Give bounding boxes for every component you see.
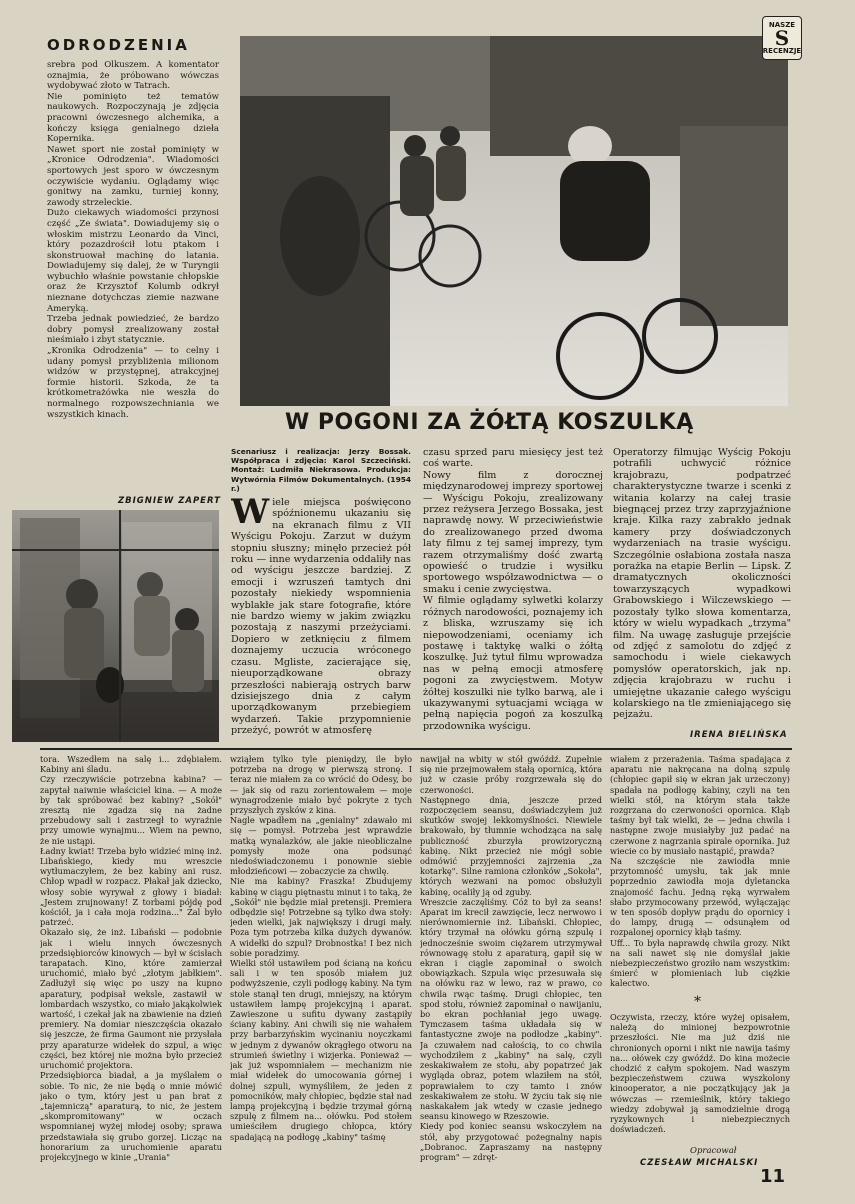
film-credits: Scenariusz i realizacja: Jerzy Bossak. Współpraca i zdjęcia: Karol Szczeciński. Montaż: Ludmiła Niekrasowa. Produkcja: Wytwórnia Filmów Dokumentalnych. (1954 r.) [231,447,411,493]
article-headline: W POGONI ZA ŻÓŁTĄ KOSZULKĄ [285,410,694,435]
section-title: ODRODZENIA [47,36,190,54]
badge-letter: S [774,26,790,50]
badge-line1: NASZE [768,21,796,29]
signature-label: Opracował [690,1146,737,1156]
page-number: 11 [760,1166,786,1187]
bottom-column-1: tora. Wszedłem na salę i... zdębiałem. Kabiny ani śladu. Czy rzeczywiście potrzebna kabina? — zapytał naiwnie właściciel kina. — A może by tak spróbować bez kabiny? „Sokół" zresztą nie zgadza się na żadne przebudowy sali i zastrzegł to wyraźnie przy umowie wynajmu... Wiem na pewno, że nie ustąpi. Ładny kwiat! Trzeba było widzieć minę inż. Libańskiego, kiedy mu wreszcie wytłumaczyłem, że bez kabiny ani rusz. Chłop wpadł w rozpacz. Płakał jak dziecko, włosy sobie wyrywał z głowy i biadał: „Jestem zrujnowany! Z torbami pójdę pod kościół, ja i cała moja rodzina..." Żal było patrzeć. Okazało się, że inż. Libański — podobnie jak i wielu innych ówczesnych przedsiębiorców kinowych — był w ścisłach tarapatach. Kino, które zamierzał uruchomić, miało być „złotym jabłkiem". Zadłużył się więc po uszy na kupno aparatury, podpisał weksle, zastawił w lombardach wszystko, co miało jakąkolwiek wartość, i czekał jak na zbawienie na dzień premiery. Na domiar nieszczęścia okazało się jeszcze, że firma Gaumont nie przysłała przy aparaturze widełek do szpul, a więc części, bez której nie można było przecież uruchomić projektora. Przedsiębiorca biadał, a ja myślałem o sobie. To nic, że nie będą o mnie mówić jako o tym, który jest u pan brat z „tajemniczą" aparaturą, to nic, że jestem „skompromitowany" w oczach wspomnianej wyżej młodej osoby; sprawa przedstawiała się grubo gorzej. Licząc na honorarium za uruchomienie aparatu projekcyjnego w kinie „Urania" [40,754,222,1162]
bottom-column-4b: Oczywista, rzeczy, które wyżej opisałem, należą do minionej bezpowrotnie przeszłości. Nie ma już dziś nie chronionych oporni i nikt nie nawija taśmy na... ołówek czy gwóźdź. Do kina możecie chodzić z całym spokojem. Nad waszym bezpieczeństwem czuwa wyszkolony kinooperator, a nie początkujący jak ja wówczas — rzemieślnik, który takiego wiedzy zdobywał ją samodzielnie drogą ryzykownych i niebezpiecznych doświadczeń. [610,1012,790,1135]
drop-cap: W [231,497,270,532]
section-star: * [694,994,701,1010]
left-column-text: srebra pod Olkuszem. A komentator oznajmia, że próbowano wówczas wydobywać złoto w Tatrach. Nie pominięto też tematów naukowych. Rozpoczynają je zdjęcia pracowni ówczesnego alchemika, a kończy księga genialnego dzieła Kopernika. Nawet sport nie został pominięty w „Kronice Odrodzenia". Wiadomości sportowych jest sporo w ówczesnym oczywiście wydaniu. Oglądamy więc gonitwy na zamku, turniej konny, zawody strzeleckie. Dużo ciekawych wiadomości przynosi część „Ze świata". Dowiadujemy się o włoskim mistrzu Leonardo da Vinci, który pozazdrościł lotu ptakom i skonstruował machinę do latania. Dowiadujemy się dalej, że w Turyngii wybuchło właśnie powstanie chłopskie oraz że Krzysztof Kolumb odkrył nieznane dotychczas ziemie nazwane Ameryką. Trzeba jednak powiedzieć, że bardzo dobry pomysł zrealizowany został nieśmiało i zbyt statycznie. „Kronika Odrodzenia" — to celny i udany pomysł przybliżenia milionom widzów w przystępnej, atrakcyjnej formie historii. Szkoda, że ta krótkometrażówka nie weszła do normalnego rozpowszechniania we wszystkich kinach. [47,60,219,420]
left-signature: ZBIGNIEW ZAPERT [118,496,221,506]
article-column-3: Operatorzy filmując Wyścig Pokoju potrafili uchwycić różnice krajobrazu, podpatrzeć charakterystyczne twarze i scenki z witania kolarzy na całej trasie biegnącej przez trzy zaprzyjaźnione kraje. Kilka razy zabrakło jednak kamery przy doświadczonych wydarzeniach na trasie wyścigu. Szczególnie osłabiona została nasza porażka na etapie Berlin — Lipsk. Z dramatycznych okoliczności towarzyszących wypadkowi Grabowskiego i Wilczewskiego — pozostały tylko słowa komentarza, który w wielu wypadkach „trzyma" film. Na uwagę zasługuje przejście od zdjęć z samolotu do zdjęć z samochodu i wiele ciekawych pomysłów operatorskich, jak np. zdjęcia krajobrazu w ruchu i umiejętne ukazanie całego wyścigu kolarskiego na tle zmieniającego się pejzażu. [613,447,791,721]
bottom-column-2: wziąłem tylko tyle pieniędzy, ile było potrzeba na drogę w pierwszą stronę. I teraz nie miałem za co wrócić do Odesy, bo — jak się od razu zorientowałem — moje wynagrodzenie miało być pokryte z tych przyszłych zysków z kina. Nagle wpadłem na „genialny" zdawało mi się — pomysł. Potrzeba jest wprawdzie matką wynalazków, ale jakie nieobliczalne pomysły może ona podsunąć niedoświadczonemu i ponownie siebie młodzieńcowi — zobaczycie za chwilę. Nie ma kabiny? Fraszka! Zbudujemy kabinę w ciągu piętnastu minut i to taką, że „Sokół" nie będzie miał pretensji. Premiera odbędzie się! Potrzebne są tylko dwa stoły: jeden wielki, jak największy i drugi mały. Poza tym potrzeba kilka dużych dywanów. A widełki do szpul? Drobnostka! I bez nich sobie poradzimy. Wielki stół ustawiłem pod ścianą na końcu sali i w ten sposób miałem już podwyższenie, czyli podłogę kabiny. Na tym stole stanął ten drugi, mniejszy, na którym ustawiłem lampę projekcyjną i aparat. Zawieszone u sufitu dywany zastąpiły ściany kabiny. Ani chwili się nie wahałem przy barbarzyńskim wycinaniu noyczkami w jednym z dywanów okrągłego otworu na strumień świetlny i wizjerka. Ponieważ — jak już wspomniałem — mechanizm nie miał widełek do umocowania górnej i dolnej szpuli, wymyśliłem, że jeden z pomocników, mały chłopiec, będzie stał nad lampą projekcyjną i będzie trzymał górną szpulę z filmem na... ołówku. Pod stołem umieściłem drugiego chłopca, który spadającą na podłogę „kabiny" taśmę [230,754,412,1142]
article-column-2: czasu sprzed paru miesięcy jest też coś warte. Nowy film z dorocznej międzynarodowej imprezy sportowej — Wyścigu Pokoju, zrealizowany przez reżysera Jerzego Bossaka, jest naprawdę nowy. W przeciwieństwie do zrealizowanego przed dwoma laty filmu z tej samej imprezy, tym razem otrzymaliśmy dość zwartą opowieść o trudzie i wysiłku sportowego współzawodnictwa — o smaku i cenie zwycięstwa. W filmie oglądamy sylwetki kolarzy różnych narodowości, poznajemy ich z bliska, wzruszamy się ich niepowodzeniami, oceniamy ich postawę i taktykę walki o żółtą koszulkę. Już tytuł filmu wprowadza nas w pełną emocji atmosferę pogoni za zwycięstwem. Motyw żółtej koszulki nie tylko barwą, ale i ukazywanymi sytuacjami wciąga w pełną napięcia pogoń za koszulką przodownika wyścigu. [423,447,603,732]
badge-line2: RECENZJE [762,47,802,55]
article-column-1-text: iele miejsca poświęcono spóźnionemu ukazaniu się na ekranach filmu z VII Wyścigu Pokoju. Zarzut w dużym stopniu słuszny; minęło przecież pół roku — inne wydarzenia oddaliły nas od wyścigu jeszcze bardziej. Z emocji i wzruszeń tamtych dni pozostały niekiedy wspomnienia wyblakłe jak stare fotografie, które nie bardzo wiemy w jakim związku pozostają z naszymi przeżyciami. Dopiero w zetknięciu z filmem doznajemy uczucia wróconego czasu. Mgliste, zacierające się, nieuporządkowane obrazy przeszłości nabierają ostrych barw dzisiejszego dnia z całym uporządkowanym przebiegiem wydarzeń. Takie przypomnienie przeżyć, powrót w atmosferę [231,497,411,737]
cycling-race-photo [240,36,788,406]
bottom-signature: CZESŁAW MICHALSKI [640,1158,759,1168]
section-divider [40,748,792,750]
bottom-column-3: nawijał na wbity w stół gwóźdź. Zupełnie się nie przejmowałem stałą opornicą, która już w czasie próby rozgrzewała się do czerwoności. Następnego dnia, jeszcze przed rozpoczęciem seansu, doświadczyłem już skutków swojej lekkomyślności. Niewiele brakowało, by tłumnie wchodząca na salę publiczność zburzyła prowizoryczną kabinę. Nikt przecież nie mógł sobie odmówić przyjemności zajrzenia „za kotarkę". Silne ramiona członków „Sokoła", których wezwani na pomoc obsłużyli kabinę, ocaliły ją od zguby. Wreszcie zaczęliśmy. Cóż to był za seans! Aparat im krecił zawzięcie, lecz nerwowo i nierównomiernie inż. Libański. Chłopiec, który trzymał na ołówku górną szpulę i jednocześnie swoim ciężarem utrzymywał równowagę stołu z aparaturą, gapił się w ekran i ciągle zapominał o swoich obowiązkach. Szpula więc przesuwała się na ołówku raz w lewo, raz w prawo, co chwila rwąc taśmę. Drugi chłopiec, ten spod stołu, również zapominał o nawijaniu, bo ekran pochłaniał jego uwagę. Tymczasem taśma układała się w fantastyczne zwoje na podłodze „kabiny". Ja czuwałem nad całością, to co chwila wychodziłem z „kabiny" na salę, czyli zeskakiwałem ze stołu, aby popatrzeć jak wygląda obraz, potem wlaziłem na stół, poprawiałem to czy tamto i znów zeskakiwałem ze stołu. W życiu tak się nie naskakałem jak wtedy w czasie jednego seansu kinowego w Rzeszowie. Kiedy pod koniec seansu wskoczyłem na stół, aby przygotować pożegnalny napis „Dobranoc. Zapraszamy na następny program" — zdręt- [420,754,602,1162]
reviews-badge [762,16,802,60]
article-signature: IRENA BIELIŃSKA [690,730,788,740]
article-column-1 [231,497,411,745]
bottom-column-4a: wiałem z przerażenia. Taśma spadająca z aparatu nie nakręcana na dolną szpulę (chłopiec gapił się w ekran jak urzeczony) spadała na podłogę kabiny, czyli na ten wielki stół, na którym stała także rozgrzana do czerwoności opornica. Kłąb taśmy był tak wielki, że — jedna chwila i następne zwoje musiałyby już padać na czerwone z nagrzania spirale opornika. Już wiecie co by musiało nastąpić, prawda? Na szczęście nie zawiodła mnie przytomność umysłu, tak jak mnie poprzednio zawiodła moja dyletancka znajomość fachu. Jedną ręką wyrwałem słabo przymocowany przewód, wyłączając w ten sposób dopływ prądu do opornicy i do lampy, drugą — odsunąłem od rozpalonej opornicy kłąb taśmy. Uff... To była naprawdę chwila grozy. Nikt na sali nawet się nie domyślał jakie niebezpieczeństwo groziło nam wszystkim: śmierć w płomieniach lub ciężkie kalectwo. [610,754,790,989]
alchemist-photo [12,510,219,742]
